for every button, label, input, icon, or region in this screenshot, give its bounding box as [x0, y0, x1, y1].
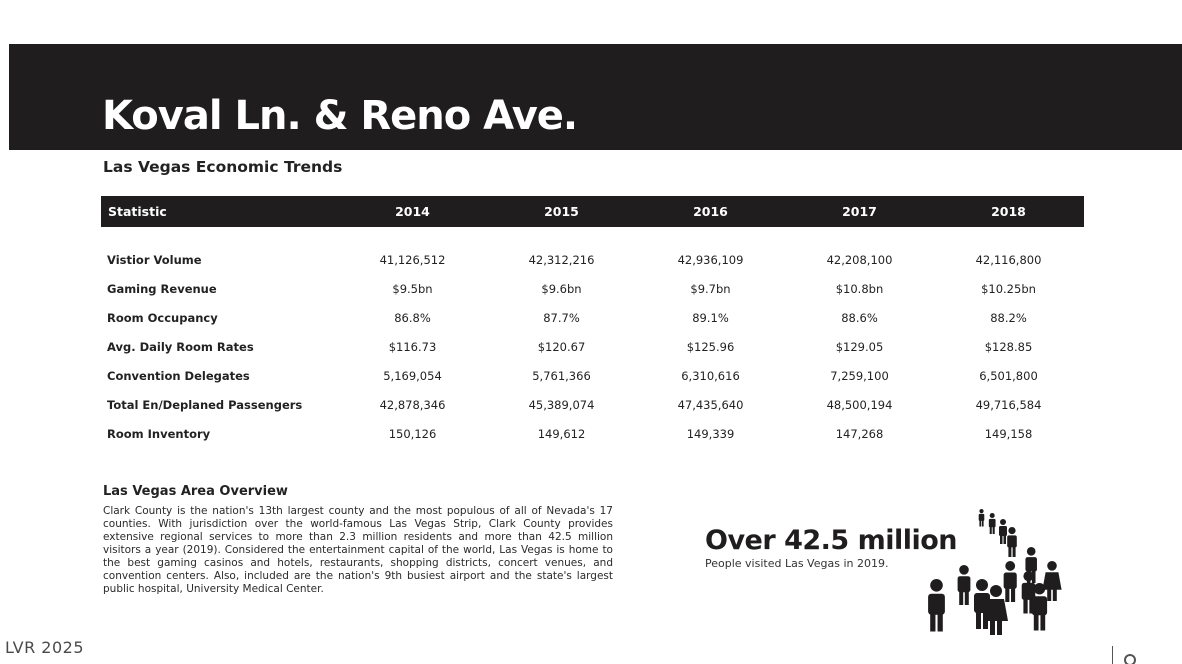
cell-value: 42,312,216: [528, 252, 595, 267]
page-corner-icon: [1124, 654, 1136, 664]
cell-value: 87.7%: [543, 310, 580, 325]
area-overview-title: Las Vegas Area Overview: [103, 484, 288, 499]
cell-value: $10.25bn: [981, 281, 1036, 296]
cell-value: 49,716,584: [975, 397, 1042, 412]
cell-value: 86.8%: [394, 310, 431, 325]
cell-value: 150,126: [388, 426, 437, 441]
row-label: Avg. Daily Room Rates: [107, 339, 254, 354]
table-row-visitor-volume: [101, 245, 1084, 274]
cell-value: 149,612: [537, 426, 586, 441]
row-label: Room Occupancy: [107, 310, 218, 325]
cell-value: $9.7bn: [690, 281, 731, 296]
cell-value: 7,259,100: [830, 368, 889, 383]
cell-value: $9.5bn: [392, 281, 433, 296]
cell-value: $10.8bn: [835, 281, 884, 296]
cell-value: 42,878,346: [379, 397, 446, 412]
cell-value: 5,761,366: [532, 368, 591, 383]
cell-value: 42,208,100: [826, 252, 893, 267]
table-row-passengers: [101, 390, 1084, 419]
table-row-convention-delegates: [101, 361, 1084, 390]
cell-value: 42,116,800: [975, 252, 1042, 267]
row-label: Vistior Volume: [107, 252, 202, 267]
column-header-2018: 2018: [991, 204, 1026, 219]
cell-value: 88.6%: [841, 310, 878, 325]
row-label: Convention Delegates: [107, 368, 250, 383]
column-header-2016: 2016: [693, 204, 728, 219]
cell-value: 88.2%: [990, 310, 1027, 325]
table-row-daily-room-rates: [101, 332, 1084, 361]
cell-value: 6,501,800: [979, 368, 1038, 383]
column-header-2017: 2017: [842, 204, 877, 219]
cell-value: 45,389,074: [528, 397, 595, 412]
column-header-2014: 2014: [395, 204, 430, 219]
table-row-room-inventory: [101, 419, 1084, 448]
page-title: Koval Ln. & Reno Ave.: [102, 93, 578, 139]
corner-divider: [1112, 646, 1113, 664]
table-row-room-occupancy: [101, 303, 1084, 332]
column-header-2015: 2015: [544, 204, 579, 219]
visitors-headline: Over 42.5 million: [705, 525, 958, 556]
table-header-row: [101, 196, 1084, 227]
cell-value: 89.1%: [692, 310, 729, 325]
table-row-gaming-revenue: [101, 274, 1084, 303]
economic-trends-table: [101, 196, 1084, 448]
row-label: Room Inventory: [107, 426, 211, 441]
cell-value: 147,268: [835, 426, 884, 441]
cell-value: 5,169,054: [383, 368, 442, 383]
cell-value: $128.85: [984, 339, 1033, 354]
row-label: Total En/Deplaned Passengers: [107, 397, 303, 412]
cell-value: $116.73: [388, 339, 437, 354]
cell-value: 48,500,194: [826, 397, 893, 412]
watermark: LVR 2025: [5, 638, 85, 657]
people-crowd-icon: [920, 505, 1080, 635]
visitors-caption: People visited Las Vegas in 2019.: [705, 557, 889, 570]
cell-value: $9.6bn: [541, 281, 582, 296]
cell-value: 47,435,640: [677, 397, 744, 412]
column-header-statistic: Statistic: [108, 204, 167, 219]
cell-value: 149,339: [686, 426, 735, 441]
table-body: [101, 227, 1084, 448]
cell-value: $120.67: [537, 339, 586, 354]
cell-value: 42,936,109: [677, 252, 744, 267]
cell-value: $129.05: [835, 339, 884, 354]
row-label: Gaming Revenue: [107, 281, 217, 296]
cell-value: $125.96: [686, 339, 735, 354]
cell-value: 149,158: [984, 426, 1033, 441]
economic-trends-title: Las Vegas Economic Trends: [103, 158, 343, 176]
area-overview-body: Clark County is the nation's 13th largest county and the most populous of all of Nevada's 17 counties. With jurisdiction over the world-famous Las Vegas Strip, Clark County provides extensive regional services to more than 2.3 million residents and more than 42.5 million visitors a year (2019). Considered the entertainment capital of the world, Las Vegas is home to the best gaming casinos and hotels, restaurants, shopping districts, concert venues, and convention centers. Also, included are the nation's 9th busiest airport and the state's largest public hospital, University Medical Center.: [103, 505, 613, 595]
cell-value: 6,310,616: [681, 368, 740, 383]
cell-value: 41,126,512: [379, 252, 446, 267]
